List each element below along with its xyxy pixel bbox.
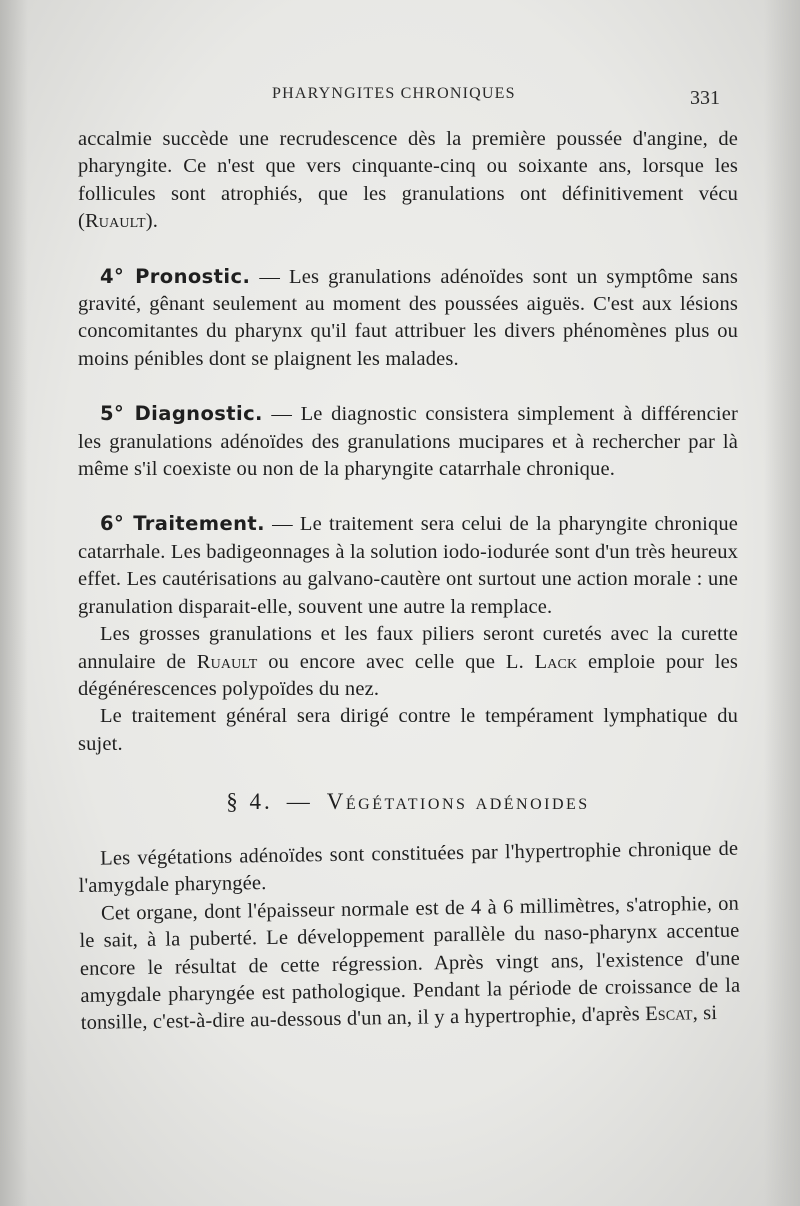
- vegetations-2-text: Cet organe, dont l'épaisseur normale est de 4 à 6 millimètres, s'atrophie, on le sait, à la puberté. Le développement parallèle du naso-pharynx accentue encore le résultat de cette régression. Après vingt ans, l'existence d'une amygdale pharyngée est pathologique. Pendant la période de croissance de la tonsille, c'est-à-dire au-dessous d'un an, il y a hypertrophie, d'après: [79, 891, 741, 1034]
- heading-traitement: 6° Traitement.: [100, 512, 265, 536]
- curettes-text-middle: ou encore avec celle que: [257, 650, 506, 673]
- page-number: 331: [690, 87, 720, 109]
- paragraph-general: [78, 703, 738, 758]
- author-ruault-2: Ruault: [196, 650, 258, 673]
- author-escat: Escat: [644, 1002, 693, 1026]
- paragraph-gap: [78, 483, 738, 510]
- section-pronostic: [78, 263, 738, 374]
- section-dash: —: [286, 789, 313, 815]
- section-traitement: [78, 510, 738, 621]
- paragraph-intro-text: accalmie succède une recrudescence dès la première poussée d'angine, de pharyngite. Ce n'est que vers cinquante-cinq ou soixante ans, lorsque les follicules sont atrophiés, que les granulations ont définitivement vécu (: [78, 128, 738, 233]
- curettes-text-start: Les grosses granulations et les faux piliers seront curetés avec la curette annulaire de: [78, 623, 738, 673]
- paragraph-curettes: [78, 621, 738, 703]
- author-lack: L. Lack: [505, 650, 578, 673]
- diagnostic-text: — Le diagnostic consistera simplement à différencier les granulations adénoïdes des granulations mucipares et à rechercher par là même s'il coexiste ou non de la pharyngite catarrhale chronique.: [78, 403, 738, 481]
- section-title-text: Végétations adénoides: [326, 789, 590, 815]
- running-head: [0, 85, 800, 109]
- heading-pronostic: 4° Pronostic.: [100, 264, 251, 288]
- vegetations-1-text: Les végétations adénoïdes sont constituées par l'hypertrophie chronique de l'amygdale pharyngée.: [78, 837, 739, 897]
- paragraph-intro: [78, 126, 738, 236]
- paragraph-gap: [78, 236, 738, 263]
- body-text: [78, 126, 741, 1037]
- general-text: Le traitement général sera dirigé contre le tempérament lymphatique du sujet.: [78, 705, 738, 755]
- paragraph-vegetations-1: [78, 835, 739, 900]
- curettes-text-end: emploie pour les dégénérescences polypoïdes du nez.: [78, 650, 738, 700]
- section-number: § 4.: [226, 789, 273, 815]
- traitement-text: — Le traitement sera celui de la pharyngite chronique catarrhale. Les badigeonnages à la solution iodo-iodurée sont d'un très heureux effet. Les cautérisations au galvano-cautère ont surtout une action morale : une granulation disparait-elle, souvent une autre la remplace.: [78, 513, 738, 618]
- section-diagnostic: [78, 400, 738, 483]
- paragraph-vegetations-2: [79, 890, 741, 1037]
- section-heading-vegetations: [78, 788, 738, 815]
- author-ruault: Ruault: [84, 210, 146, 233]
- page-edge-shadow-right: [764, 0, 800, 1206]
- pronostic-text: — Les granulations adénoïdes sont un symptôme sans gravité, gênant seulement au moment des poussées aiguës. C'est aux lésions concomitantes du pharynx qu'il faut attribuer les divers phénomènes plus ou moins pénibles dont se plaignent les malades.: [78, 265, 738, 370]
- skewed-bottom-block: [78, 835, 741, 1037]
- paragraph-intro-end: ).: [145, 210, 158, 233]
- page-edge-shadow-left: [0, 0, 28, 1206]
- running-title: PHARYNGITES CHRONIQUES: [272, 85, 516, 102]
- heading-diagnostic: 5° Diagnostic.: [100, 402, 263, 426]
- paragraph-gap: [78, 373, 738, 400]
- vegetations-2-end: , si: [692, 1001, 718, 1025]
